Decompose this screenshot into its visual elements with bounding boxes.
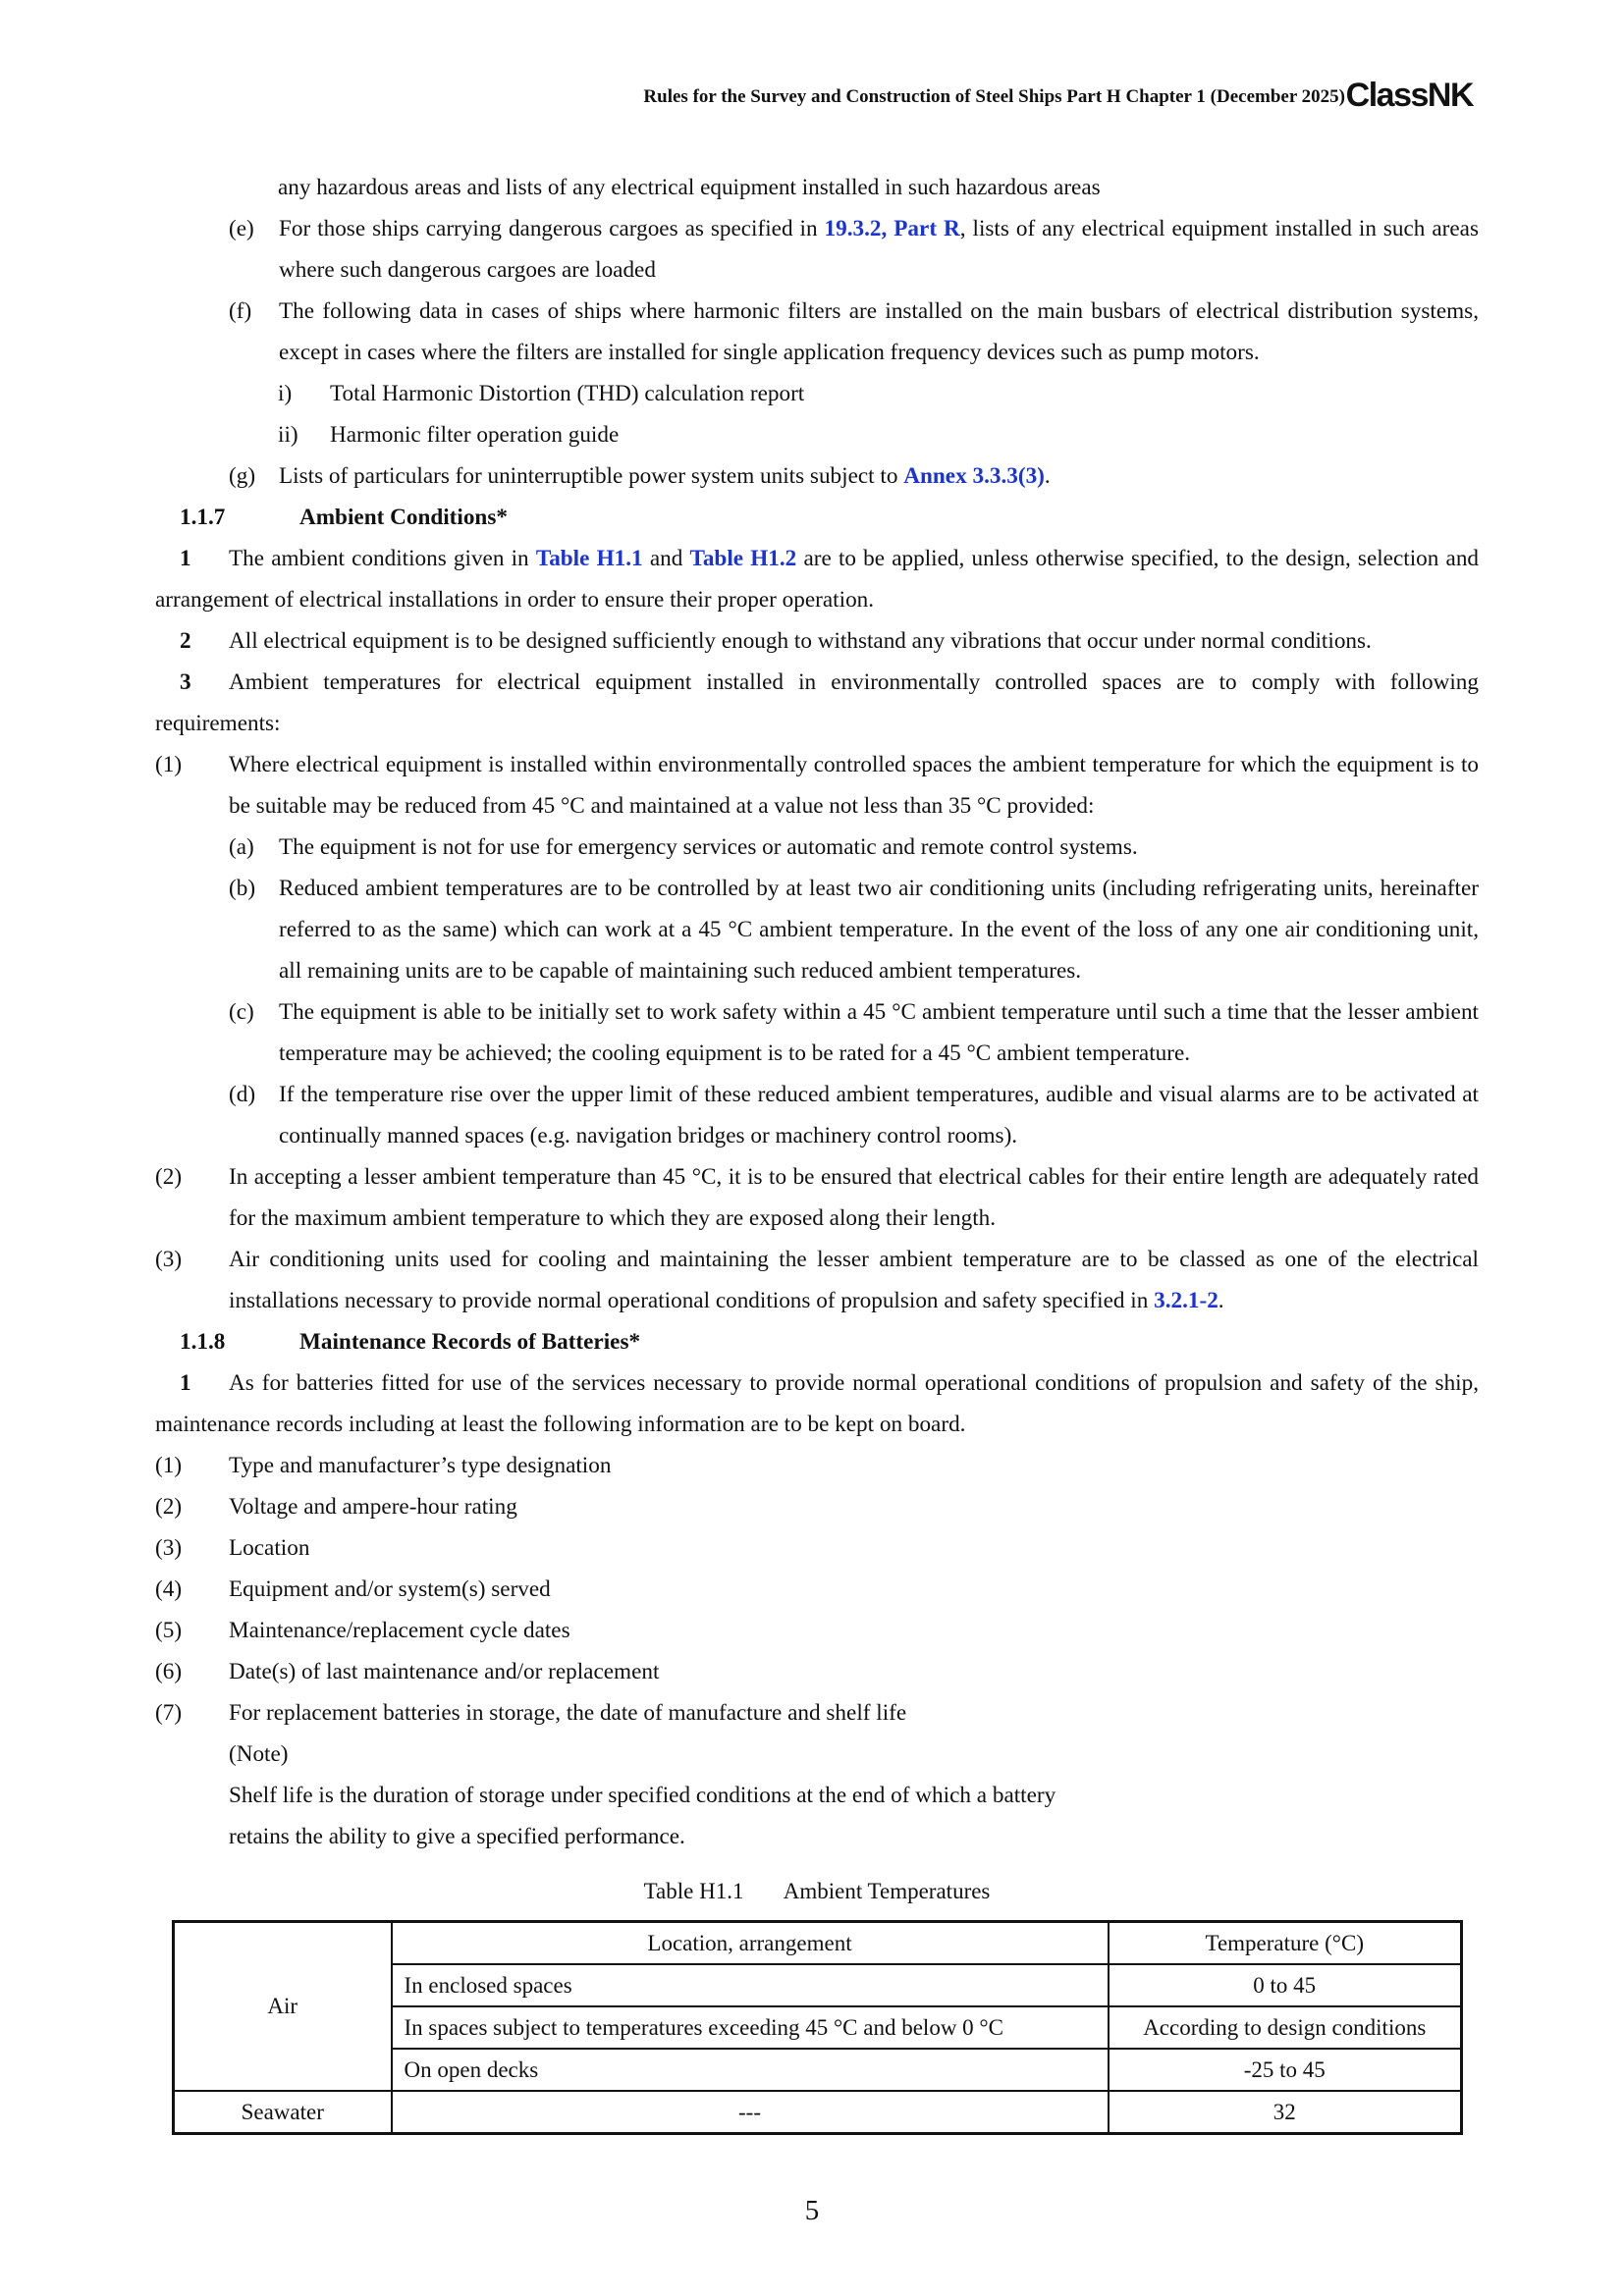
item-label: (3): [155, 1247, 183, 1272]
air-cell: Air: [174, 1922, 392, 2092]
paragraph-text-mid: and: [642, 546, 690, 571]
list-item: [155, 1610, 1479, 1651]
section-title: Ambient Conditions*: [299, 505, 508, 530]
item-label: (f): [229, 298, 252, 324]
document-body: [155, 167, 1479, 1912]
list-item-f-i: [155, 373, 1479, 414]
item-label: (b): [229, 876, 256, 901]
list-item-f: [155, 291, 1479, 373]
item-text: If the temperature rise over the upper limit of these reduced ambient temperatures, audible and visual alarms are to be activated at continually manned spaces (e.g. navigation bridges or machinery control rooms).: [279, 1082, 1479, 1148]
item-label: (2): [155, 1494, 183, 1520]
list-item-1-d: [155, 1074, 1479, 1156]
location-cell: ---: [392, 2091, 1109, 2134]
item-label: (5): [155, 1618, 183, 1643]
section-heading-1-1-7: [155, 497, 1479, 538]
paragraph-text-pre: The ambient conditions given in: [229, 546, 536, 571]
item-label: (c): [229, 999, 254, 1025]
classnk-logo: ClassNK: [1345, 77, 1473, 114]
section-number: 1.1.7: [180, 505, 226, 530]
item-text: Voltage and ampere-hour rating: [229, 1494, 517, 1520]
link-table-h1-1[interactable]: Table H1.1: [535, 546, 643, 571]
temperature-cell: -25 to 45: [1109, 2049, 1462, 2091]
item-text: The equipment is not for use for emergency services or automatic and remote control systems.: [279, 834, 1138, 860]
list-item: [155, 1692, 1479, 1734]
list-item: [155, 1527, 1479, 1569]
link-table-h1-2[interactable]: Table H1.2: [689, 546, 797, 571]
continuation-text: any hazardous areas and lists of any electrical equipment installed in such hazardous areas: [278, 175, 1101, 200]
list-item-e: [155, 208, 1479, 291]
item-text: Reduced ambient temperatures are to be controlled by at least two air conditioning units (including refrigerating units, hereinafter referred to as the same) which can work at a 45 °C ambient temperature. In the event of the loss of any one air conditioning unit, all remaining units are to be capable of maintaining such reduced ambient temperatures.: [279, 876, 1479, 984]
item-label: (1): [155, 752, 183, 777]
page-number: 5: [804, 2195, 820, 2226]
item-text: Type and manufacturer’s type designation: [229, 1453, 612, 1478]
table-row: [174, 2091, 1462, 2134]
item-text-post: .: [1218, 1288, 1224, 1313]
list-item: [155, 1651, 1479, 1692]
temperature-cell: According to design conditions: [1109, 2006, 1462, 2049]
item-label: (g): [229, 463, 256, 489]
item-label: (e): [229, 216, 254, 241]
item-text: Total Harmonic Distortion (THD) calculation report: [330, 381, 805, 406]
item-label: (3): [155, 1535, 183, 1561]
item-label: (7): [155, 1700, 183, 1726]
item-text: [279, 208, 1479, 291]
header-temperature: Temperature (°C): [1109, 1922, 1462, 1965]
list-item-1-a: [155, 827, 1479, 868]
list-item-2: [155, 1156, 1479, 1239]
item-text-pre: Lists of particulars for uninterruptible power system units subject to: [279, 463, 904, 489]
note-label: (Note): [229, 1741, 289, 1767]
list-item-1: [155, 744, 1479, 827]
note-line: Shelf life is the duration of storage under specified conditions at the end of which a battery: [229, 1783, 1056, 1808]
temperature-cell: 32: [1109, 2091, 1462, 2134]
section-heading-1-1-8: [155, 1321, 1479, 1362]
paragraph-1: [155, 538, 1479, 620]
table-number: Table H1.1: [643, 1879, 744, 1903]
item-label: (6): [155, 1659, 183, 1684]
section-number: 1.1.8: [180, 1329, 226, 1355]
paragraph-text-post: are to be applied, unless otherwise specified, to the design, selection and arrangement of electrical installations in order to ensure their proper operation.: [155, 546, 1480, 613]
page-header: [0, 77, 1473, 116]
table-caption: [155, 1871, 1479, 1912]
item-label: ii): [278, 422, 298, 448]
item-label: (1): [155, 1453, 183, 1478]
seawater-cell: Seawater: [174, 2091, 392, 2134]
link-3-2-1-2[interactable]: 3.2.1-2: [1154, 1288, 1218, 1313]
item-text: Where electrical equipment is installed within environmentally controlled spaces the ambient temperature for which the equipment is to be suitable may be reduced from 45 °C and maintained at a value not less than 35 °C provided:: [229, 752, 1479, 819]
ambient-temperatures-table: [172, 1920, 1463, 2135]
item-text: [279, 455, 1479, 497]
item-text: In accepting a lesser ambient temperature than 45 °C, it is to be ensured that electrical cables for their entire length are adequately rated for the maximum ambient temperature to which they are exposed along their length.: [229, 1164, 1479, 1231]
list-item-1-c: [155, 991, 1479, 1074]
paragraph-text: Ambient temperatures for electrical equipment installed in environmentally controlled spaces are to comply with following requirements:: [155, 669, 1479, 736]
link-annex-3-3-3-3[interactable]: Annex 3.3.3(3): [903, 463, 1045, 489]
location-cell: In enclosed spaces: [392, 1964, 1109, 2006]
item-text: The equipment is able to be initially set to work safety within a 45 °C ambient temperature until such a time that the lesser ambient temperature may be achieved; the cooling equipment is to be rated for a 45 °C ambient temperature.: [279, 999, 1479, 1066]
temperature-cell: 0 to 45: [1109, 1964, 1462, 2006]
paragraph-number: 1: [180, 546, 191, 571]
list-item-3: [155, 1239, 1479, 1321]
list-item: [155, 1486, 1479, 1527]
paragraph-number: 3: [180, 669, 191, 695]
link-19-3-2-part-r[interactable]: 19.3.2, Part R: [824, 216, 960, 241]
section-title: Maintenance Records of Batteries*: [299, 1329, 641, 1355]
item-label: (2): [155, 1164, 183, 1190]
location-cell: On open decks: [392, 2049, 1109, 2091]
paragraph-number: 2: [180, 628, 191, 654]
paragraph-text: As for batteries fitted for use of the services necessary to provide normal operational conditions of propulsion and safety of the ship, maintenance records including at least the following information are to be kept on board.: [155, 1370, 1479, 1437]
item-text: The following data in cases of ships where harmonic filters are installed on the main busbars of electrical distribution systems, except in cases where the filters are installed for single application frequency devices such as pump motors.: [279, 298, 1479, 365]
table-header-row: [174, 1922, 1462, 1965]
spacer: [155, 1857, 1479, 1869]
note-line: retains the ability to give a specified performance.: [229, 1824, 685, 1849]
paragraph-number: 1: [180, 1370, 191, 1396]
item-text: Date(s) of last maintenance and/or replacement: [229, 1659, 660, 1684]
item-label: i): [278, 381, 293, 406]
item-text: Maintenance/replacement cycle dates: [229, 1618, 570, 1643]
item-text-post: , lists of any electrical equipment installed in such areas where such dangerous cargoes are loaded: [279, 216, 1479, 283]
item-text-pre: For those ships carrying dangerous cargoes as specified in: [279, 216, 825, 241]
item-text-pre: Air conditioning units used for cooling and maintaining the lesser ambient temperature are to be classed as one of the electrical installations necessary to provide normal operational conditions of propulsion and safety specified in: [229, 1247, 1479, 1313]
paragraph-1: [155, 1362, 1479, 1445]
item-label: (d): [229, 1082, 256, 1107]
location-cell: In spaces subject to temperatures exceeding 45 °C and below 0 °C: [392, 2006, 1109, 2049]
paragraph-2: [155, 620, 1479, 662]
list-item-1-b: [155, 868, 1479, 991]
list-item: [155, 1569, 1479, 1610]
item-label: (a): [229, 834, 254, 860]
header-location: Location, arrangement: [392, 1922, 1109, 1965]
item-text: [229, 1239, 1479, 1321]
item-text: Harmonic filter operation guide: [330, 422, 620, 448]
paragraph-text: All electrical equipment is to be designed sufficiently enough to withstand any vibrations that occur under normal conditions.: [229, 628, 1372, 654]
table-title: Ambient Temperatures: [783, 1879, 991, 1903]
paragraph-3: [155, 662, 1479, 744]
item-text: Location: [229, 1535, 310, 1561]
running-title: Rules for the Survey and Construction of Steel Ships Part H Chapter 1 (December 2025): [643, 86, 1345, 107]
list-item-f-ii: [155, 414, 1479, 455]
list-item-g: [155, 455, 1479, 497]
item-text-post: .: [1044, 463, 1051, 489]
list-item: [155, 1445, 1479, 1486]
item-text: For replacement batteries in storage, the date of manufacture and shelf life: [229, 1700, 907, 1726]
item-text: Equipment and/or system(s) served: [229, 1576, 551, 1602]
item-label: (4): [155, 1576, 183, 1602]
